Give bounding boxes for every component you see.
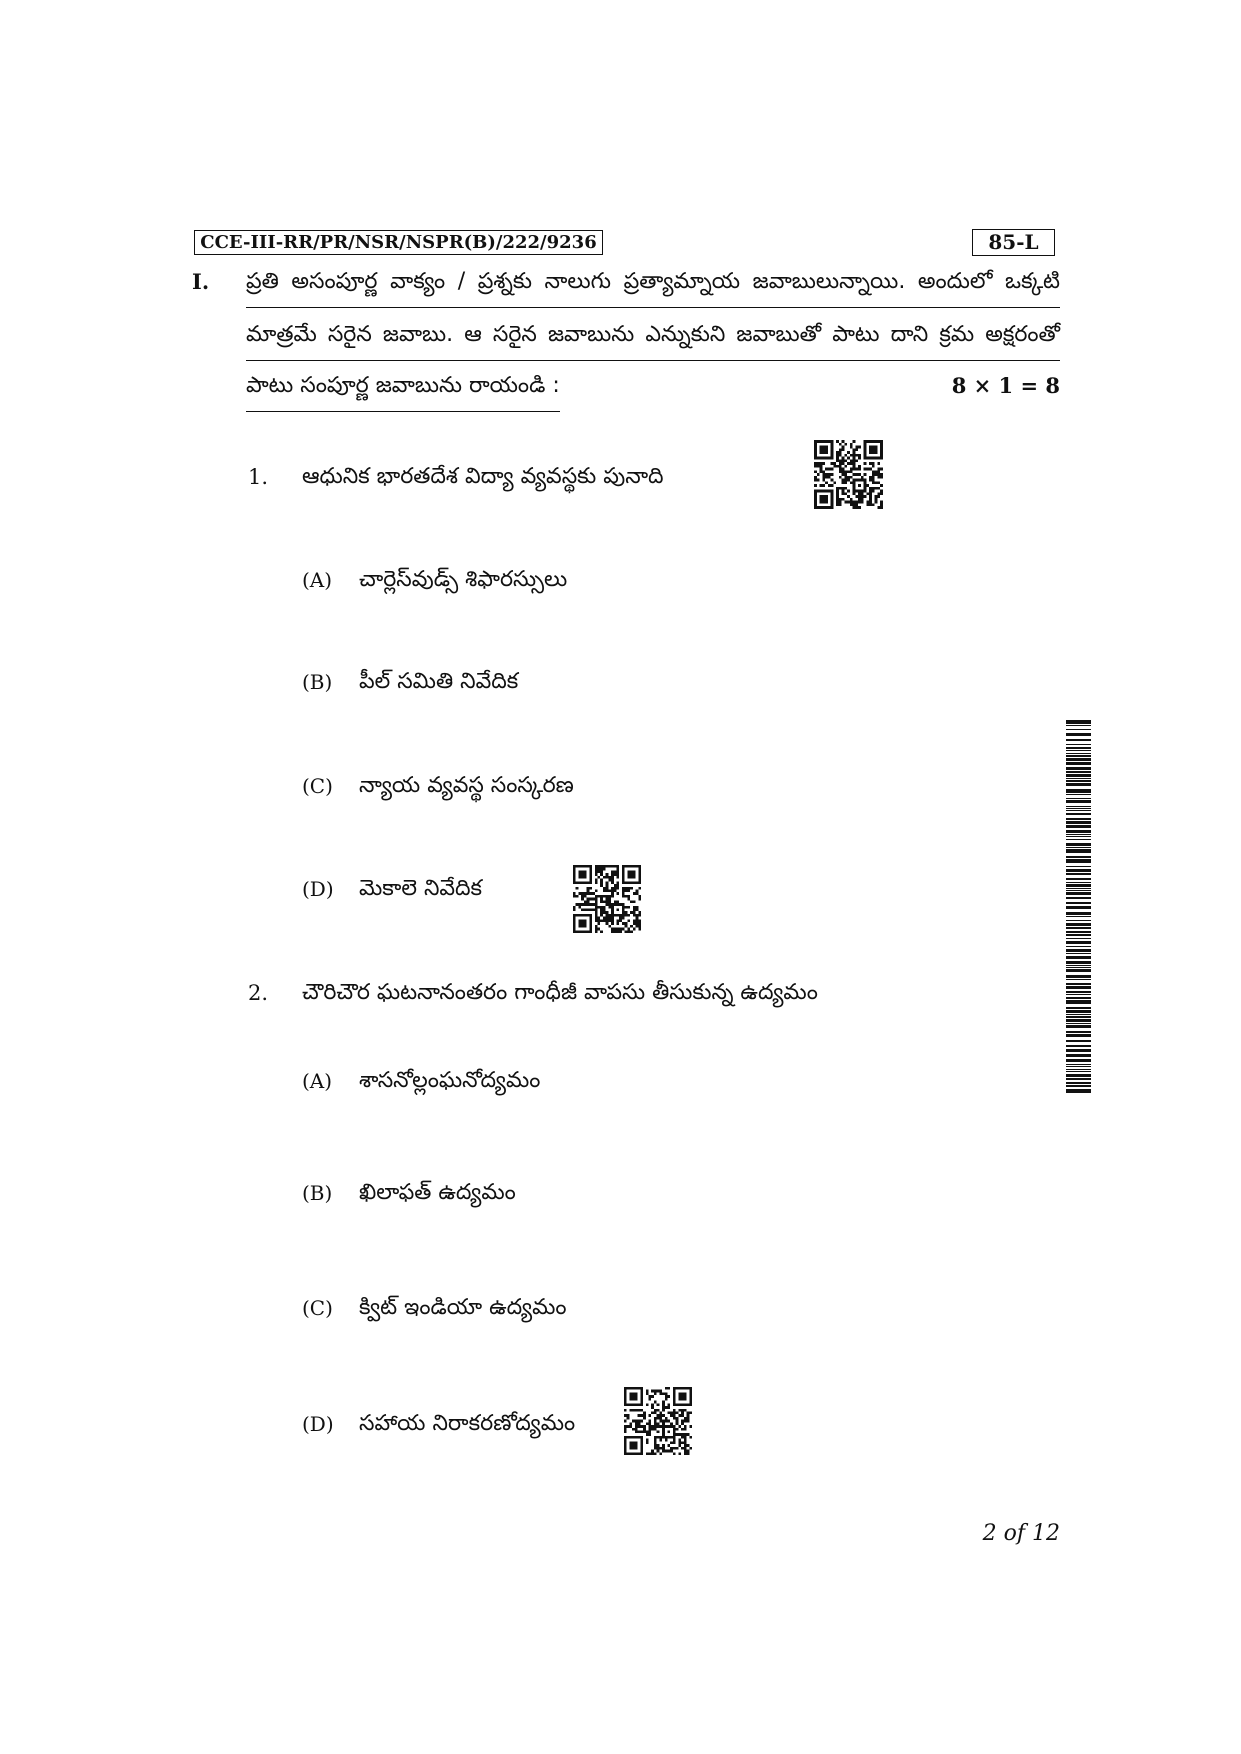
- option-2d: [0, 1404, 1241, 1444]
- qr-code-pattern: [573, 865, 641, 933]
- option-text: పీల్ సమితి నివేదిక: [359, 669, 519, 694]
- qr-code-modules: [573, 865, 641, 933]
- instruction-line-2: మాత్రమే సరైన జవాబు. ఆ సరైన జవాబును ఎన్నుకుని జవాబుతో పాటు దాని క్రమ అక్షరంతో: [246, 315, 1060, 361]
- instruction-line-3: పాటు సంపూర్ణ జవాబును రాయండి :: [246, 366, 560, 412]
- option-text: శాసనోల్లంఘనోద్యమం: [359, 1068, 541, 1093]
- section-number: I.: [192, 269, 210, 294]
- barcode-bars: [1066, 720, 1091, 1093]
- question-number: 1.: [248, 465, 269, 489]
- option-text: న్యాయ వ్యవస్థ సంస్కరణ: [359, 773, 574, 798]
- option-2a: [0, 1061, 1241, 1101]
- option-text: మెకాలె నివేదిక: [359, 876, 483, 901]
- paper-code-box: CCE-III-RR/PR/NSR/NSPR(B)/222/9236: [194, 230, 603, 255]
- option-label: (D): [302, 877, 334, 901]
- question-1: [0, 457, 1241, 497]
- instruction-line-1: ప్రతి అసంపూర్ణ వాక్యం / ప్రశ్నకు నాలుగు ప్రత్యామ్నాయ జవాబులున్నాయి. అందులో ఒక్కటి: [246, 262, 1060, 308]
- option-text: ఖిలాఫత్ ఉద్యమం: [359, 1180, 516, 1205]
- option-label: (C): [302, 774, 333, 798]
- page-number: 2 of 12: [982, 1521, 1060, 1546]
- option-label: (C): [302, 1296, 333, 1320]
- qr-code-modules: [624, 1387, 692, 1455]
- barcode-pattern: [1066, 720, 1091, 1094]
- barcode: [1066, 720, 1091, 1094]
- option-label: (B): [302, 670, 333, 694]
- option-label: (D): [302, 1412, 334, 1436]
- qr-code: [624, 1387, 692, 1455]
- qr-code-pattern: [624, 1387, 692, 1455]
- qr-code: [573, 865, 641, 933]
- option-text: సహాయ నిరాకరణోద్యమం: [359, 1411, 576, 1436]
- question-text: ఆధునిక భారతదేశ విద్యా వ్యవస్థకు పునాది: [302, 464, 664, 489]
- option-text: క్విట్ ఇండియా ఉద్యమం: [359, 1295, 567, 1320]
- section-marks: 8 × 1 = 8: [951, 373, 1060, 398]
- question-text: చౌరిచౌర ఘటనానంతరం గాంధీజీ వాపసు తీసుకున్న ఉద్యమం: [302, 980, 818, 1005]
- option-2c: [0, 1288, 1241, 1328]
- qr-code-modules: [814, 440, 883, 509]
- question-2: [0, 973, 1241, 1013]
- option-label: (B): [302, 1181, 333, 1205]
- option-label: (A): [302, 568, 333, 592]
- option-text: చార్లెస్‌వుడ్స్ శిఫారస్సులు: [359, 567, 568, 592]
- option-1b: [0, 662, 1241, 702]
- option-1a: [0, 560, 1241, 600]
- paper-id-box: 85-L: [972, 229, 1055, 256]
- qr-code-pattern: [814, 440, 883, 509]
- question-number: 2.: [248, 981, 269, 1005]
- qr-code: [814, 440, 883, 509]
- option-1c: [0, 766, 1241, 806]
- option-2b: [0, 1173, 1241, 1213]
- option-label: (A): [302, 1069, 333, 1093]
